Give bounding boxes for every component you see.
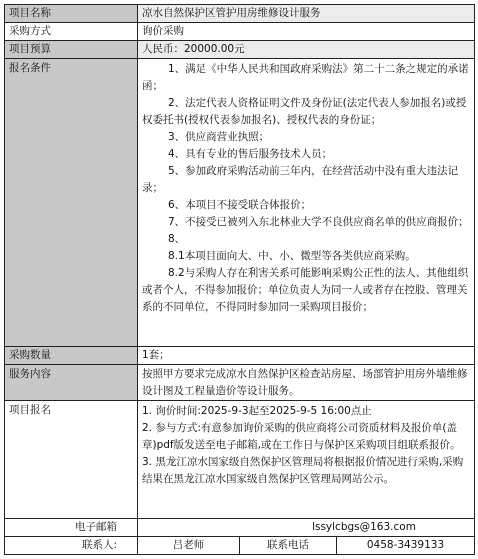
phone-value: 0458-3439133 <box>337 537 475 555</box>
requirement-item: 8、 <box>168 233 186 245</box>
requirement-item: 1、满足《中华人民共和国政府采购法》第二十二条之规定的承诺函； <box>142 63 469 92</box>
phone-label: 联系电话 <box>240 537 337 555</box>
row-registration <box>5 401 475 519</box>
requirement-item: 4、具有专业的售后服务技术人员； <box>168 148 333 160</box>
row-project-name <box>5 5 475 23</box>
registration-item: 2. 参与方式:有意参加询价采购的供应商将公司资质材料及报价单(盖章)pdf版发送至电子邮箱,或在工作日与保护区采购项目组联系报价。 <box>142 422 461 451</box>
row-contact <box>5 537 475 555</box>
requirement-item: 7、不接受已被列入东北林业大学不良供应商名单的供应商报价； <box>168 216 469 228</box>
requirement-item: 2、法定代表人资格证明文件及身份证(法定代表人参加报名)或授权委托书(授权代表参加报名)、授权代表的身份证； <box>142 97 467 126</box>
row-email <box>5 519 475 537</box>
row-quantity <box>5 347 475 365</box>
requirements-list <box>138 59 475 347</box>
requirement-item: 5、参加政府采购活动前三年内，在经营活动中没有重大违法记录； <box>142 165 459 194</box>
registration-item: 1. 询价时间:2025-9-3起至2025-9-5 16:00点止 <box>142 405 372 417</box>
email-value[interactable]: lssylcbgs@163.com <box>138 519 475 537</box>
requirement-item: 6、本项目不接受联合体报价； <box>168 199 312 211</box>
row-procurement-method <box>5 23 475 41</box>
contact-value: 吕老师 <box>138 537 240 555</box>
registration-item: 3. 黑龙江凉水国家级自然保护区管理局将根据报价情况进行采购,采购结果在黑龙江凉水国家级自然保护区管理局网站公示。 <box>142 456 464 485</box>
budget-label: 项目预算 <box>5 41 138 59</box>
requirements-label: 报名条件 <box>5 59 138 347</box>
quantity-value: 1套； <box>138 347 475 365</box>
budget-value: 人民币：20000.00元 <box>138 41 475 59</box>
service-value: 按照甲方要求完成凉水自然保护区检查站房屋、场部管护用房外墙维修设计图及工程量造价等设计服务。 <box>138 365 475 401</box>
email-label: 电子邮箱 <box>5 519 138 537</box>
procurement-method-value: 询价采购 <box>138 23 475 41</box>
project-name-value: 凉水自然保护区管护用房维修设计服务 <box>138 5 475 23</box>
requirement-item: 8.2与采购人存在利害关系可能影响采购公正性的法人、其他组织或者个人，不得参加报价；单位负责人为同一人或者存在控股、管理关系的不同单位，不得同时参加同一采购项目报价； <box>142 267 469 313</box>
procurement-method-label: 采购方式 <box>5 23 138 41</box>
service-label: 服务内容 <box>5 365 138 401</box>
registration-list <box>138 401 475 519</box>
row-budget <box>5 41 475 59</box>
contact-label: 联系人: <box>5 537 138 555</box>
row-service <box>5 365 475 401</box>
requirement-item: 3、供应商营业执照； <box>168 131 270 143</box>
requirement-item: 8.1本项目面向大、中、小、微型等各类供应商采购。 <box>168 250 416 262</box>
row-requirements <box>5 59 475 347</box>
project-name-label: 项目名称 <box>5 5 138 23</box>
quantity-label: 采购数量 <box>5 347 138 365</box>
procurement-notice-table <box>4 4 474 555</box>
registration-label: 项目报名 <box>5 401 138 519</box>
